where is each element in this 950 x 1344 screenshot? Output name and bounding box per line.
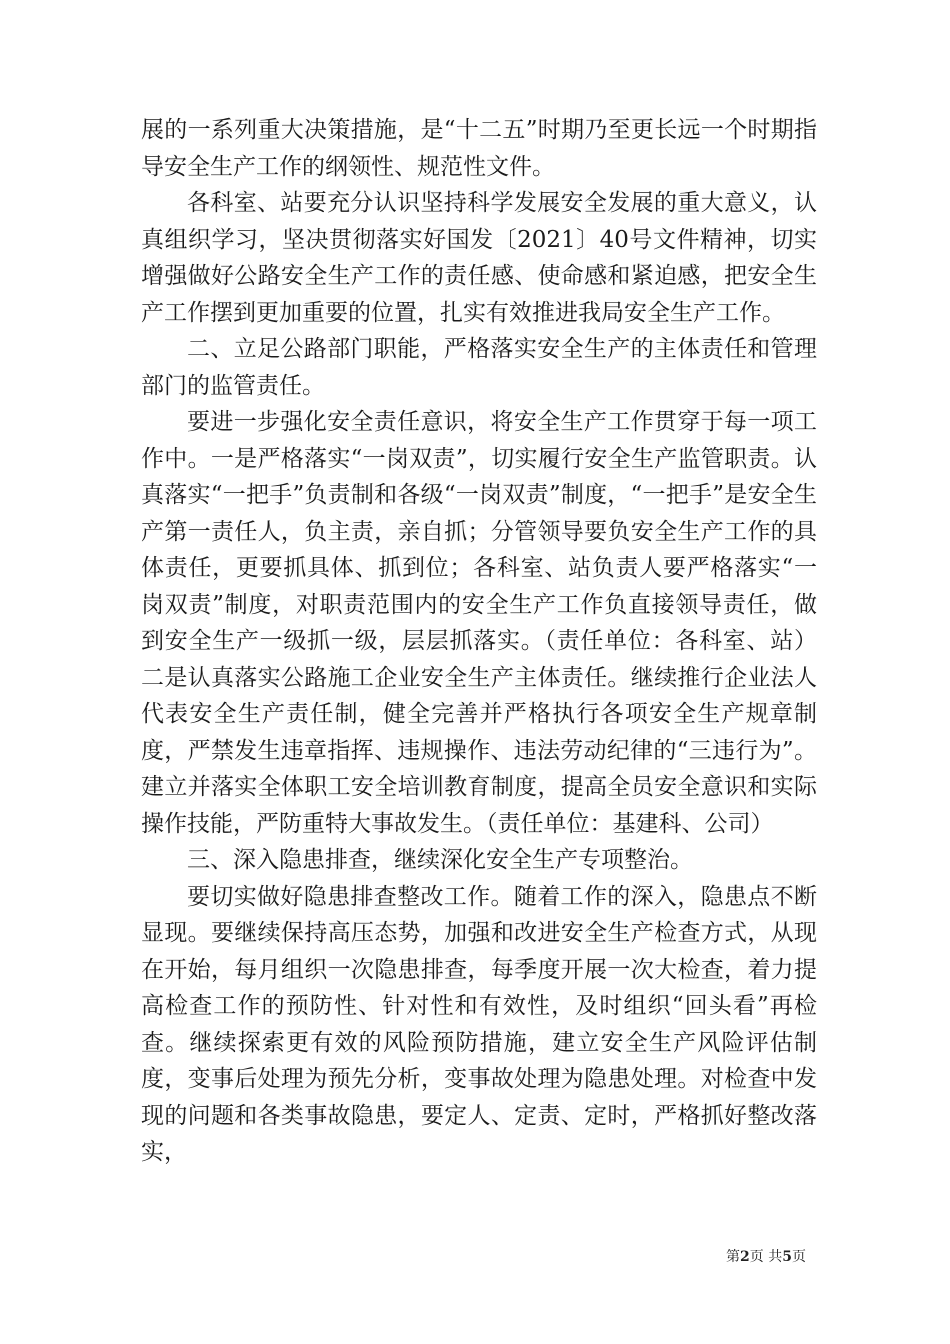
section-heading-3: 三、深入隐患排查，继续深化安全生产专项整治。 (187, 847, 693, 873)
section-heading-2: 二、立足公路部门职能，严格落实安全生产的主体责任和管理部门的监管责任。 (141, 336, 817, 399)
paragraph-study-requirement: 各科室、站要充分认识坚持科学发展安全发展的重大意义，认真组织学习，坚决贯彻落实好国发〔2021〕40号文件精神，切实增强做好公路安全生产工作的责任感、使命感和紧迫感，把安全生产工作摆到更加重要的位置，扎实有效推进我局安全生产工作。 (141, 190, 817, 326)
footer-prefix: 第 (726, 1249, 741, 1265)
page-number-footer (0, 1246, 806, 1266)
total-pages-number: 5 (782, 1249, 792, 1265)
paragraph-responsibility: 要进一步强化安全责任意识，将安全生产工作贯穿于每一项工作中。一是严格落实“一岗双责”，切实履行安全生产监管职责。认真落实“一把手”负责制和各级“一岗双责”制度，“一把手”是安全生产第一责任人，负主责，亲自抓；分管领导要负安全生产工作的具体责任，更要抓具体、抓到位；各科室、站负责人要严格落实“一岗双责”制度，对职责范围内的安全生产工作负直接领导责任，做到安全生产一级抓一级，层层抓落实。（责任单位：各科室、站）二是认真落实公路施工企业安全生产主体责任。继续推行企业法人代表安全生产责任制，健全完善并严格执行各项安全生产规章制度，严禁发生违章指挥、违规操作、违法劳动纪律的“三违行为”。建立并落实全体职工安全培训教育制度，提高全员安全意识和实际操作技能，严防重特大事故发生。（责任单位：基建科、公司） (141, 409, 817, 837)
current-page-number: 2 (740, 1249, 750, 1265)
paragraph-hazard-inspection: 要切实做好隐患排查整改工作。随着工作的深入，隐患点不断显现。要继续保持高压态势，加强和改进安全生产检查方式，从现在开始，每月组织一次隐患排查，每季度开展一次大检查，着力提高检查工作的预防性、针对性和有效性，及时组织“回头看”再检查。继续探索更有效的风险预防措施，建立安全生产风险评估制度，变事后处理为预先分析，变事故处理为隐患处理。对检查中发现的问题和各类事故隐患，要定人、定责、定时，严格抓好整改落实， (141, 883, 817, 1165)
document-body (141, 112, 817, 1171)
footer-suffix: 页 (792, 1249, 806, 1265)
paragraph-continuation: 展的一系列重大决策措施，是“十二五”时期乃至更长远一个时期指导安全生产工作的纲领性、规范性文件。 (141, 117, 817, 180)
footer-middle: 页 共 (749, 1249, 783, 1265)
